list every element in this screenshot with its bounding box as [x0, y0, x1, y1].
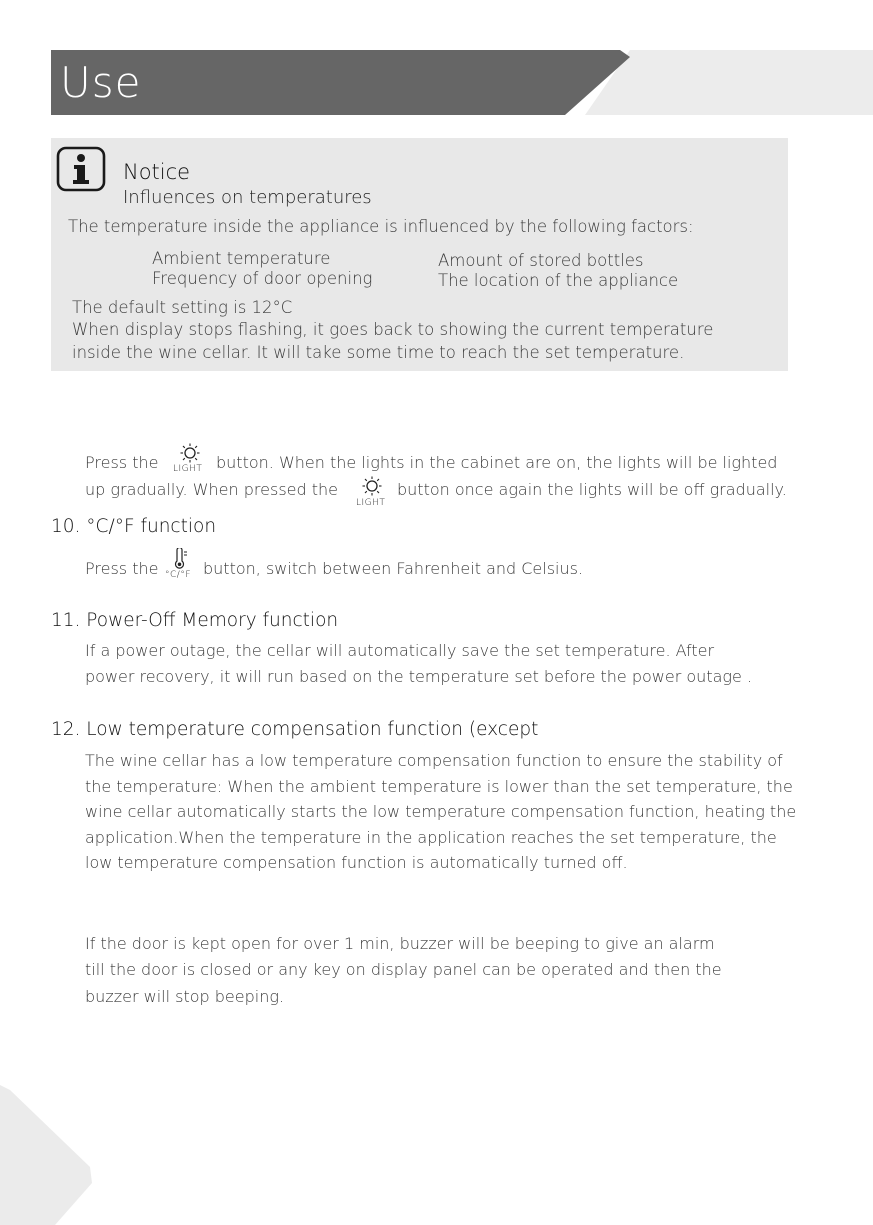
compensation-line: application.When the temperature in the application reaches the set temperature, the: [85, 828, 777, 847]
compensation-line: the temperature: When the ambient temperature is lower than the set temperature, the: [85, 777, 793, 796]
memory-line-1: If a power outage, the cellar will automatically save the set temperature. After: [85, 641, 715, 660]
notice-intro: The temperature inside the appliance is influenced by the following factors:: [68, 217, 694, 236]
memory-heading: 11. Power-Off Memory function: [51, 610, 339, 631]
alarm-line: buzzer will stop beeping.: [85, 987, 285, 1006]
corner-decoration: [0, 1085, 100, 1225]
cf-text-a: Press the: [85, 559, 159, 578]
header-tab-shape: [585, 50, 873, 115]
display-note-2: inside the wine cellar. It will take some time to reach the set temperature.: [72, 343, 685, 362]
alarm-line: If the door is kept open for over 1 min, buzzer will be beeping to give an alarm: [85, 934, 715, 953]
cf-text-b: button, switch between Fahrenheit and Celsius.: [203, 559, 584, 578]
cf-heading: 10. °C/°F function: [51, 516, 217, 537]
cf-icon-label: °C/°F: [165, 570, 191, 580]
light-line-1-a: Press the: [85, 453, 159, 472]
light-icon-label: LIGHT: [173, 464, 203, 474]
compensation-line: low temperature compensation function is automatically turned off.: [85, 853, 628, 872]
notice-title: Notice: [123, 160, 191, 184]
light-bulb-icon: [170, 443, 210, 477]
memory-line-2: power recovery, it will run based on the temperature set before the power outage .: [85, 667, 753, 686]
page-title: Use: [60, 58, 142, 107]
notice-subtitle: Influences on temperatures: [123, 187, 372, 208]
display-note-1: When display stops flashing, it goes back to showing the current temperature: [72, 320, 714, 339]
light-bulb-icon: [352, 476, 392, 510]
alarm-line: till the door is closed or any key on display panel can be operated and then the: [85, 960, 722, 979]
compensation-line: The wine cellar has a low temperature compensation function to ensure the stability of: [85, 751, 783, 770]
thermometer-icon: [163, 548, 203, 582]
light-line-2-a: up gradually. When pressed the: [85, 480, 338, 499]
info-icon: [56, 146, 106, 192]
compensation-heading: 12. Low temperature compensation function (except: [51, 719, 539, 740]
factor-ambient: Ambient temperature: [152, 249, 331, 268]
factor-location: The location of the appliance: [438, 271, 679, 290]
factor-door: Frequency of door opening: [152, 269, 373, 288]
light-icon-label: LIGHT: [356, 498, 386, 508]
factor-bottles: Amount of stored bottles: [438, 251, 644, 270]
compensation-line: wine cellar automatically starts the low temperature compensation function, heating the: [85, 802, 797, 821]
default-setting: The default setting is 12°C: [72, 298, 293, 317]
light-line-1-b: button. When the lights in the cabinet are on, the lights will be lighted: [216, 453, 778, 472]
light-line-2-b: button once again the lights will be off gradually.: [397, 480, 787, 499]
